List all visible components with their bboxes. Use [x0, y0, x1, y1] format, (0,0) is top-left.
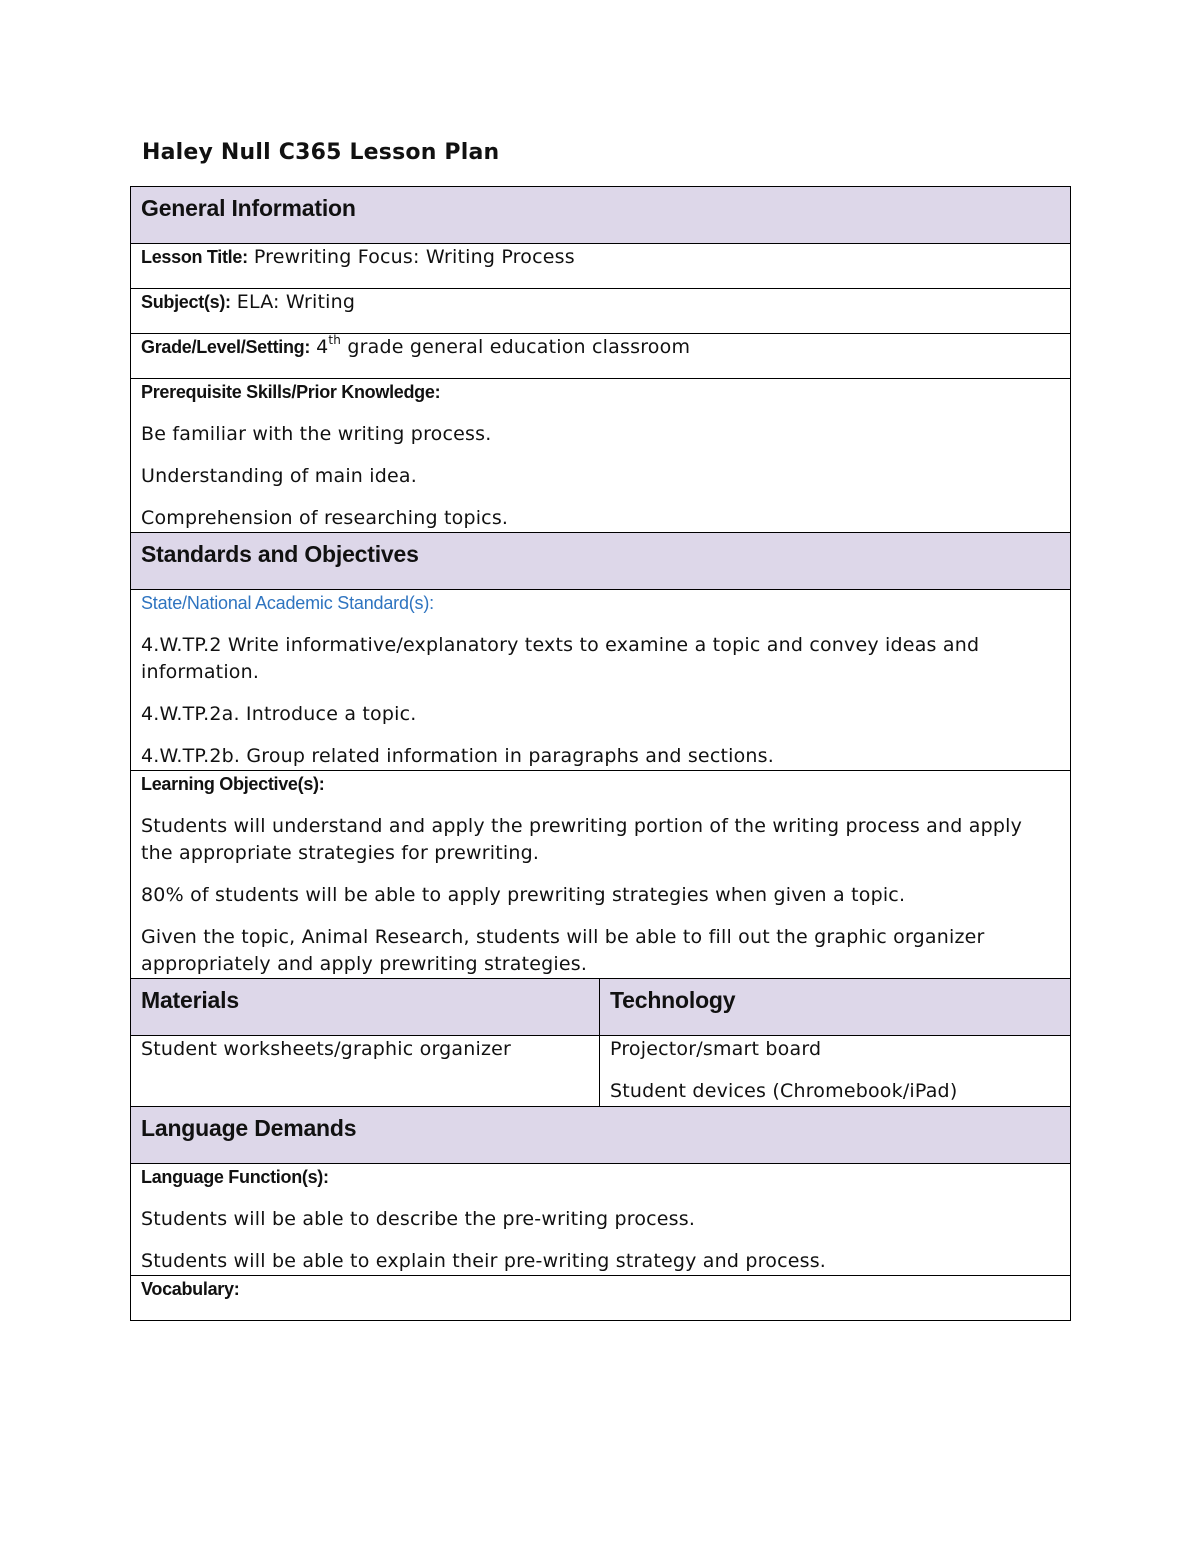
- section-heading: Language Demands: [141, 1115, 357, 1141]
- language-function-row: [131, 1164, 1071, 1276]
- language-function-item: Students will be able to describe the pre-writing process.: [141, 1208, 696, 1230]
- prerequisite-row: [131, 379, 1071, 533]
- section-heading: General Information: [141, 195, 356, 221]
- grade-row: [131, 334, 1071, 379]
- objective-item: Given the topic, Animal Research, students will be able to fill out the graphic organizer appropriately and apply prewriting strategies.: [141, 926, 985, 975]
- technology-item: Projector/smart board: [610, 1038, 822, 1060]
- lesson-title-value: Prewriting Focus: Writing Process: [253, 246, 575, 268]
- subject-row: [131, 289, 1071, 334]
- materials-heading: Materials: [141, 987, 239, 1013]
- vocabulary-label: Vocabulary:: [141, 1279, 240, 1299]
- section-standards-objectives: [131, 533, 1071, 590]
- prerequisite-item: Understanding of main idea.: [141, 465, 418, 487]
- grade-suffix: th: [328, 332, 342, 347]
- objectives-row: [131, 771, 1071, 979]
- language-function-item: Students will be able to explain their pre-writing strategy and process.: [141, 1250, 827, 1272]
- language-function-label: Language Function(s):: [141, 1167, 329, 1187]
- section-heading: Standards and Objectives: [141, 541, 419, 567]
- lesson-title-row: [131, 244, 1071, 289]
- grade-label: Grade/Level/Setting:: [141, 337, 311, 357]
- vocabulary-row: [131, 1276, 1071, 1321]
- section-general-information: [131, 187, 1071, 244]
- technology-item: Student devices (Chromebook/iPad): [610, 1080, 958, 1102]
- objective-item: 80% of students will be able to apply prewriting strategies when given a topic.: [141, 884, 906, 906]
- prerequisite-label: Prerequisite Skills/Prior Knowledge:: [141, 382, 441, 402]
- subject-label: Subject(s):: [141, 292, 231, 312]
- standard-item: 4.W.TP.2 Write informative/explanatory texts to examine a topic and convey ideas and information.: [141, 634, 980, 683]
- section-materials-technology: [131, 979, 1071, 1036]
- grade-setting: grade general education classroom: [347, 336, 691, 358]
- prerequisite-item: Comprehension of researching topics.: [141, 507, 509, 529]
- standard-item: 4.W.TP.2a. Introduce a topic.: [141, 703, 417, 725]
- prerequisite-item: Be familiar with the writing process.: [141, 423, 492, 445]
- subject-value: ELA: Writing: [236, 291, 356, 313]
- lesson-title-label: Lesson Title:: [141, 247, 248, 267]
- lesson-plan-table: [130, 186, 1071, 1321]
- standards-row: [131, 590, 1071, 771]
- learning-objectives-label: Learning Objective(s):: [141, 774, 325, 794]
- state-standards-label: State/National Academic Standard(s):: [141, 593, 434, 613]
- materials-item: Student worksheets/graphic organizer: [141, 1038, 512, 1060]
- objective-item: Students will understand and apply the prewriting portion of the writing process and apply the appropriate strategies for prewriting.: [141, 815, 1023, 864]
- materials-technology-row: [131, 1036, 1071, 1107]
- technology-heading: Technology: [610, 987, 736, 1013]
- section-language-demands: [131, 1107, 1071, 1164]
- grade-number: 4: [316, 336, 329, 358]
- standard-item: 4.W.TP.2b. Group related information in paragraphs and sections.: [141, 745, 774, 767]
- page-title: Haley Null C365 Lesson Plan: [142, 140, 500, 165]
